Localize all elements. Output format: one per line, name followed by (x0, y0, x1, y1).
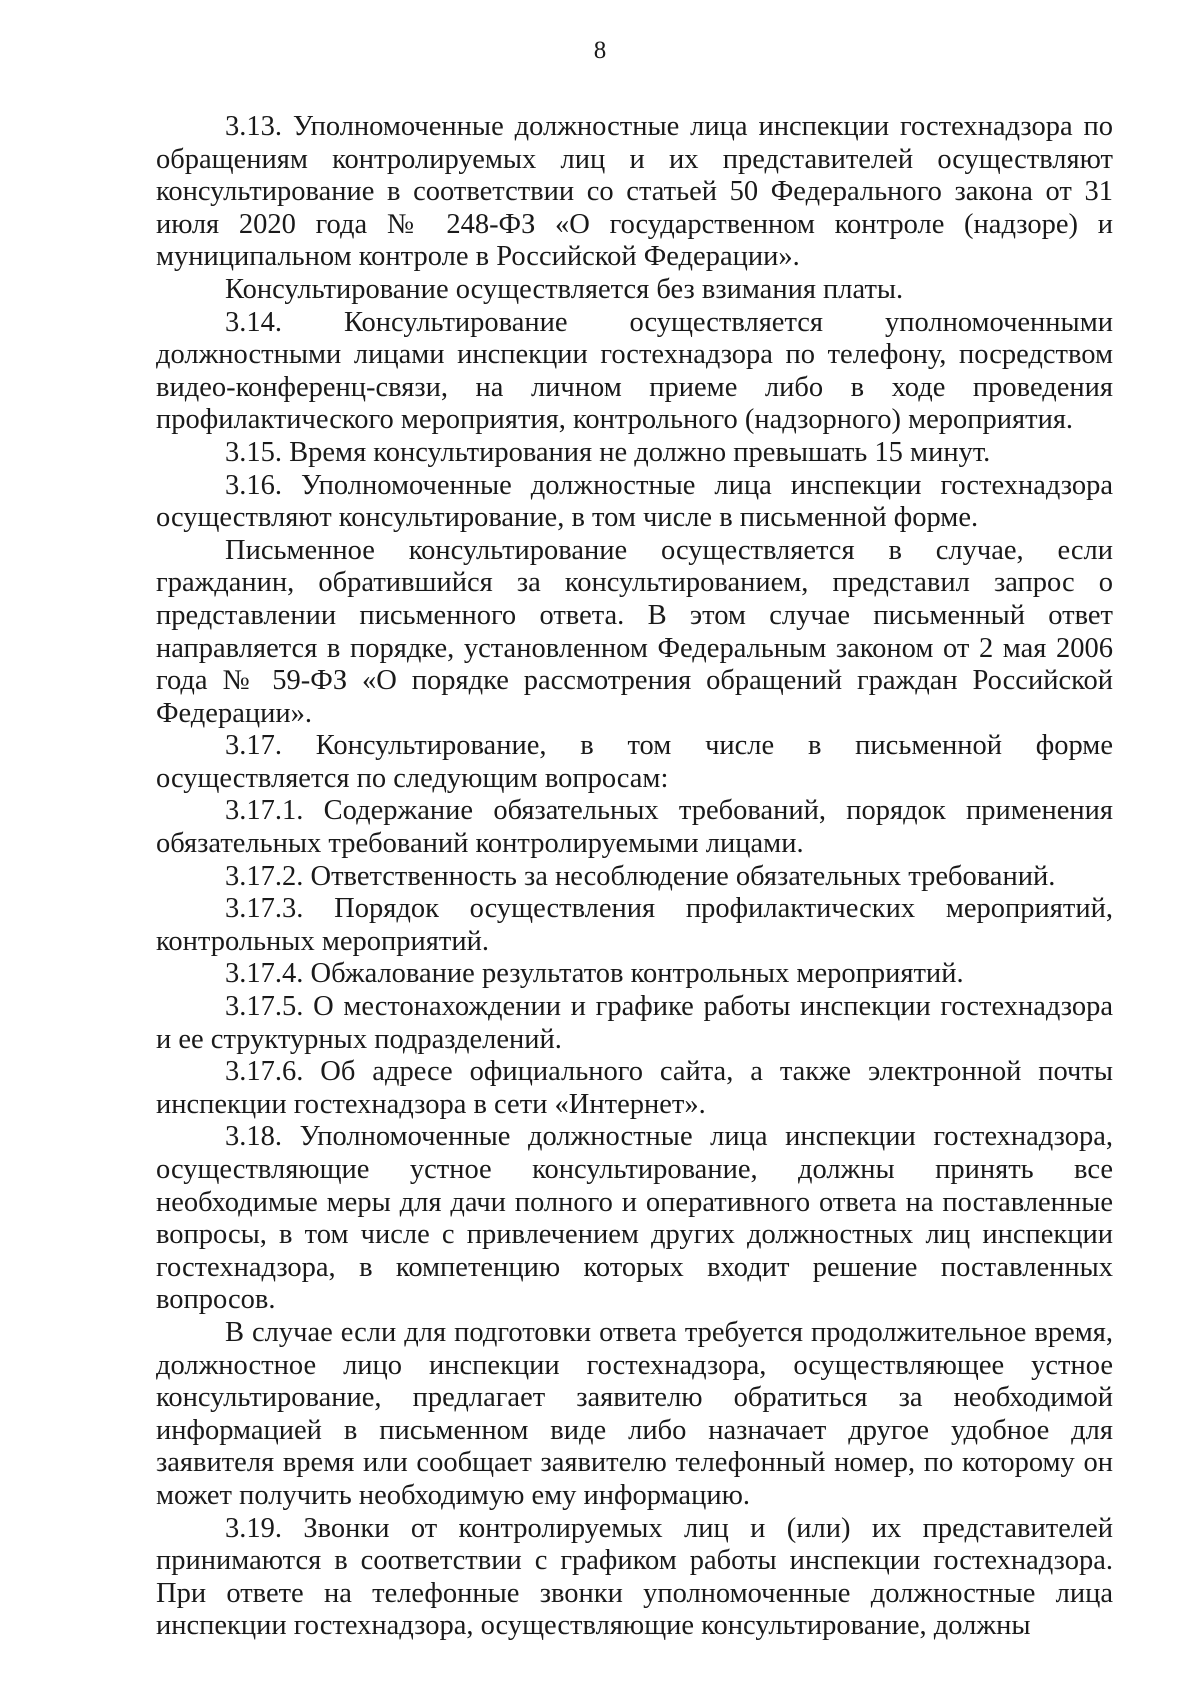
paragraph-long-answer: В случае если для подготовки ответа требуется продолжительное время, должностное лицо инспекции гостехнадзора, осуществляющее устное консультирование, предлагает заявителю обратиться за необходимой информацией в письменном виде либо назначает другое удобное для заявителя время или сообщает заявителю телефонный номер, по которому он может получить необходимую ему информацию. (156, 1316, 1113, 1511)
paragraph-consulting-free: Консультирование осуществляется без взимания платы. (225, 273, 904, 305)
paragraph-written-consulting: Письменное консультирование осуществляется в случае, если гражданин, обратившийся за консультированием, представил запрос о представлении письменного ответа. В этом случае письменный ответ направляется в порядке, установленном Федеральным законом от 2 мая 2006 года № 59-ФЗ «О порядке рассмотрения обращений граждан Российской Федерации». (156, 534, 1113, 729)
paragraph-3-17-1: 3.17.1. Содержание обязательных требований, порядок применения обязательных требований контролируемыми лицами. (156, 795, 1113, 860)
paragraph-3-17-6: 3.17.6. Об адресе официального сайта, а также электронной почты инспекции гостехнадзора в сети «Интернет». (156, 1056, 1113, 1120)
paragraph-3-14: 3.14. Консультирование осуществляется уполномоченными должностными лицами инспекции гостехнадзора по телефону, посредством видео-конференц-связи, на личном приеме либо в ходе проведения профилактического мероприятия, контрольного (надзорного) мероприятия. (156, 306, 1113, 436)
page-number: 8 (593, 37, 607, 64)
paragraph-3-17-2: 3.17.2. Ответственность за несоблюдение обязательных требований. (225, 860, 1056, 892)
paragraph-3-18: 3.18. Уполномоченные должностные лица инспекции гостехнадзора, осуществляющие устное консультирование, должны принять все необходимые меры для дачи полного и оперативного ответа на поставленные вопросы, в том числе с привлечением других должностных лиц инспекции гостехнадзора, в компетенцию которых входит решение поставленных вопросов. (156, 1121, 1113, 1316)
paragraph-3-16: 3.16. Уполномоченные должностные лица инспекции гостехнадзора осуществляют консультирование, в том числе в письменной форме. (156, 469, 1113, 534)
document-body (156, 111, 1113, 1643)
paragraph-3-17: 3.17. Консультирование, в том числе в письменной форме осуществляется по следующим вопросам: (156, 730, 1113, 794)
paragraph-3-17-4: 3.17.4. Обжалование результатов контрольных мероприятий. (225, 958, 964, 990)
paragraph-3-13: 3.13. Уполномоченные должностные лица инспекции гостехнадзора по обращениям контролируемых лиц и их представителей осуществляют консультирование в соответствии со статьей 50 Федерального закона от 31 июля 2020 года № 248-ФЗ «О государственном контроле (надзоре) и муниципальном контроле в Российской Федерации». (156, 111, 1113, 273)
paragraph-3-17-3: 3.17.3. Порядок осуществления профилактических мероприятий, контрольных мероприятий. (156, 893, 1113, 957)
paragraph-3-17-5: 3.17.5. О местонахождении и графике работы инспекции гостехнадзора и ее структурных подразделений. (156, 991, 1113, 1055)
paragraph-3-15: 3.15. Время консультирования не должно превышать 15 минут. (225, 436, 991, 468)
paragraph-3-19: 3.19. Звонки от контролируемых лиц и (или) их представителей принимаются в соответствии с графиком работы инспекции гостехнадзора. При ответе на телефонные звонки уполномоченные должностные лица инспекции гостехнадзора, осуществляющие консультирование, должны (156, 1512, 1113, 1642)
